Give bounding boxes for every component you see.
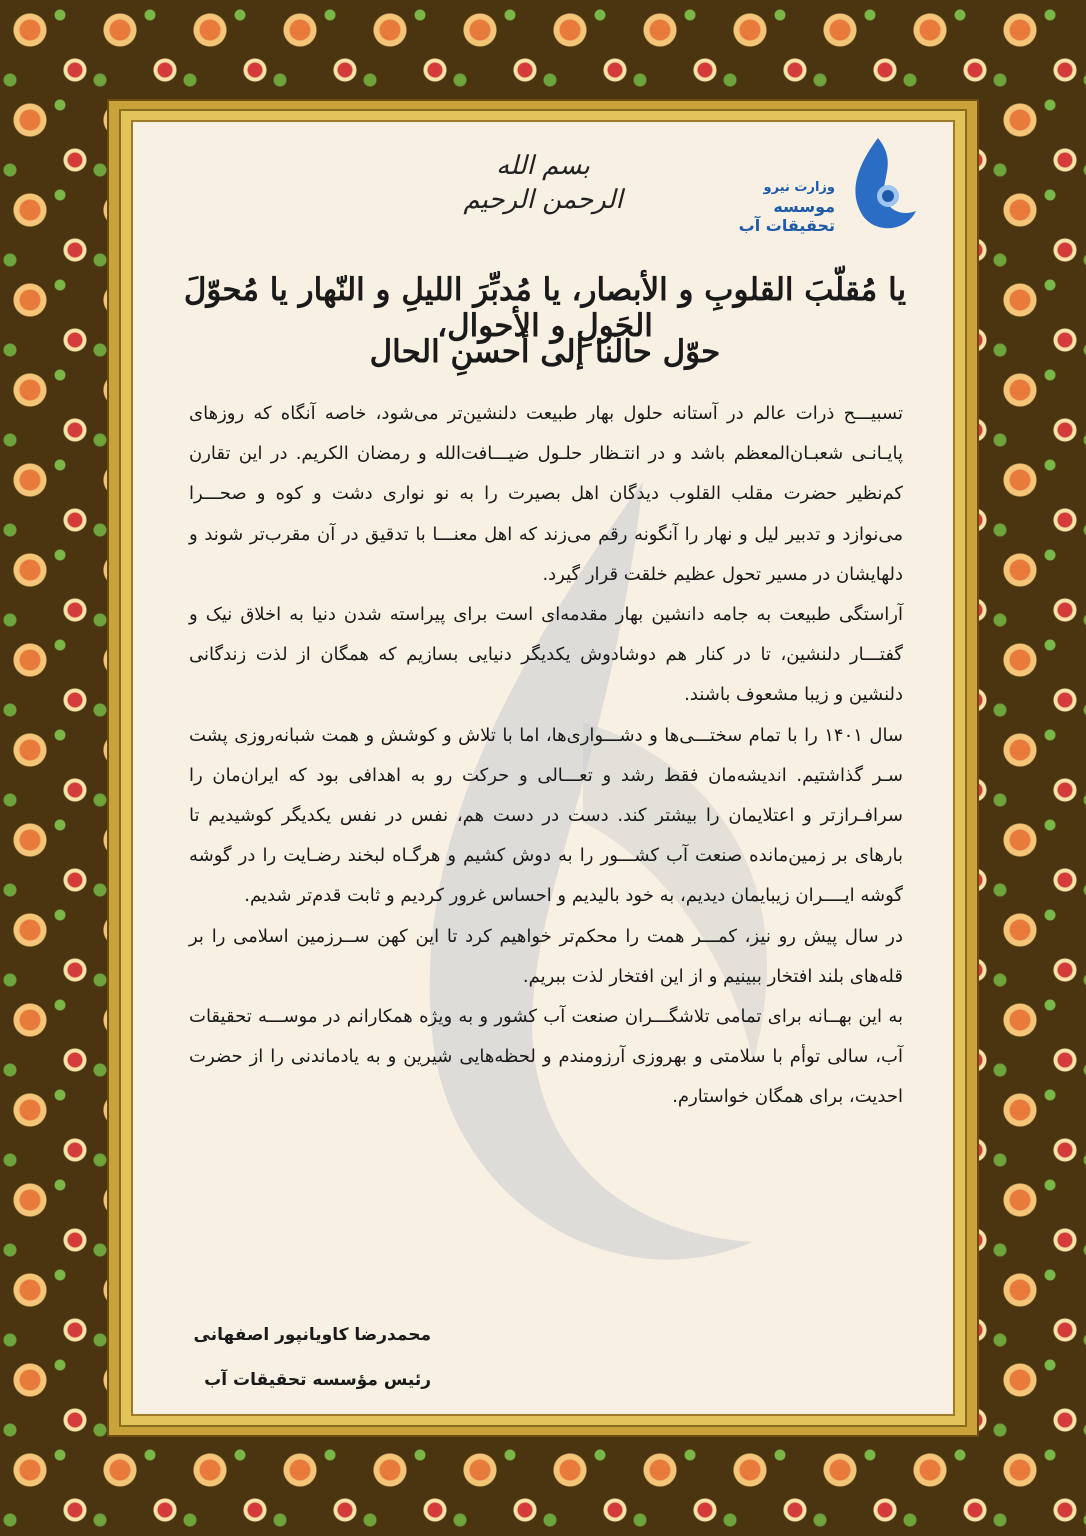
paragraph: به این بهــانه برای تمامی تلاشگـــران صنعت آب کشور و به ویژه همکارانم در موســـه تحقیقات آب، سالی توأم با سلامتی و بهروزی آرزومندم و لحظه‌هایی شیرین و به یادماندنی را از حضرت احدیت، برای همگان خواستارم.: [189, 1006, 903, 1108]
letter-paper: [131, 120, 955, 1416]
signatory-title: رئیس مؤسسه تحقیقات آب: [204, 1370, 431, 1390]
institute-logo: [723, 136, 923, 236]
signatory-name: محمدرضا کاویانپور اصفهانی: [193, 1325, 431, 1345]
letter-body: [189, 394, 903, 1118]
ministry-label: وزارت نیرو: [763, 180, 835, 195]
paragraph: تسبیـــح ذرات عالم در آستانه حلول بهار طبیعت دلنشین‌تر می‌شود، خاصه آنگاه که روزهای پایـانـی شعبـان‌المعظم باشد و در انتـظار حلـول ضیـــافت‌الله و رمضان الکریم. در این تقارن کم‌نظیر حضرت مقلب القلوب دیدگان اهل بصیرت را به نو نواری دشت و کوه و صحـــرا می‌نوازد و تدبیر لیل و نهار را آنگونه رقم می‌زند که اهل معنـــا با تدقیق در آن مقرب‌تر شوند و دلهایشان در مسیر تحول عظیم خلقت قرار گیرد.: [189, 403, 903, 585]
paragraph: در سال پیش رو نیز، کمـــر همت را محکم‌تر خواهیم کرد تا این کهن ســرزمین اسلامی را بر قله‌های بلند افتخار ببینیم و از این افتخار لذت ببریم.: [189, 925, 903, 987]
logo-text: [723, 180, 835, 235]
dua-line-2: حوّل حالَنا إلی أحسنِ الحال: [369, 334, 721, 370]
paragraph: سال ۱۴۰۱ را با تمام سختـــی‌ها و دشـــواری‌ها، اما با تلاش و کوشش و همت شبانه‌روزی پشت سـر گذاشتیم. اندیشه‌مان فقط رشد و تعـــالی و حرکت رو به اهدافی بود که ایران‌مان را سرافـرازتر و اعتلایمان را بیشتر کند. دست در دست هم، نفس در نفس یکدیگر کوشیدیم تا بارهای بر زمین‌مانده صنعت آب کشـــور را به دوش کشیم و هرگـاه لبخند رضـایت را در گوشه گوشه ایــــران زیبایمان دیدیم، به خود بالیدیم و احساس غرور کردیم و ثابت قدم‌تر شدیم.: [189, 724, 904, 907]
dua-line-1: یا مُقلّبَ القلوبِ و الأبصار، یا مُدبِّرَ اللیلِ و النّهار یا مُحوّلَ الحَولِ و الأحوال،: [183, 272, 907, 344]
basmala-calligraphy: بسم الله الرحمن الرحیم: [463, 151, 623, 215]
paragraph: آراستگی طبیعت به جامه دانشین بهار مقدمه‌ای است برای پیراسته شدن دنیا به اخلاق نیک و گفتـــار دلنشین، تا در کنار هم دوشادوش یکدیگر دنیایی بسازیم که همگان از لذت زندگانی دلنشین و زیبا مشعوف باشند.: [189, 604, 903, 706]
institute-name: موسسه تحقیقات آب: [738, 197, 835, 235]
water-drop-logo-icon: [848, 136, 923, 236]
